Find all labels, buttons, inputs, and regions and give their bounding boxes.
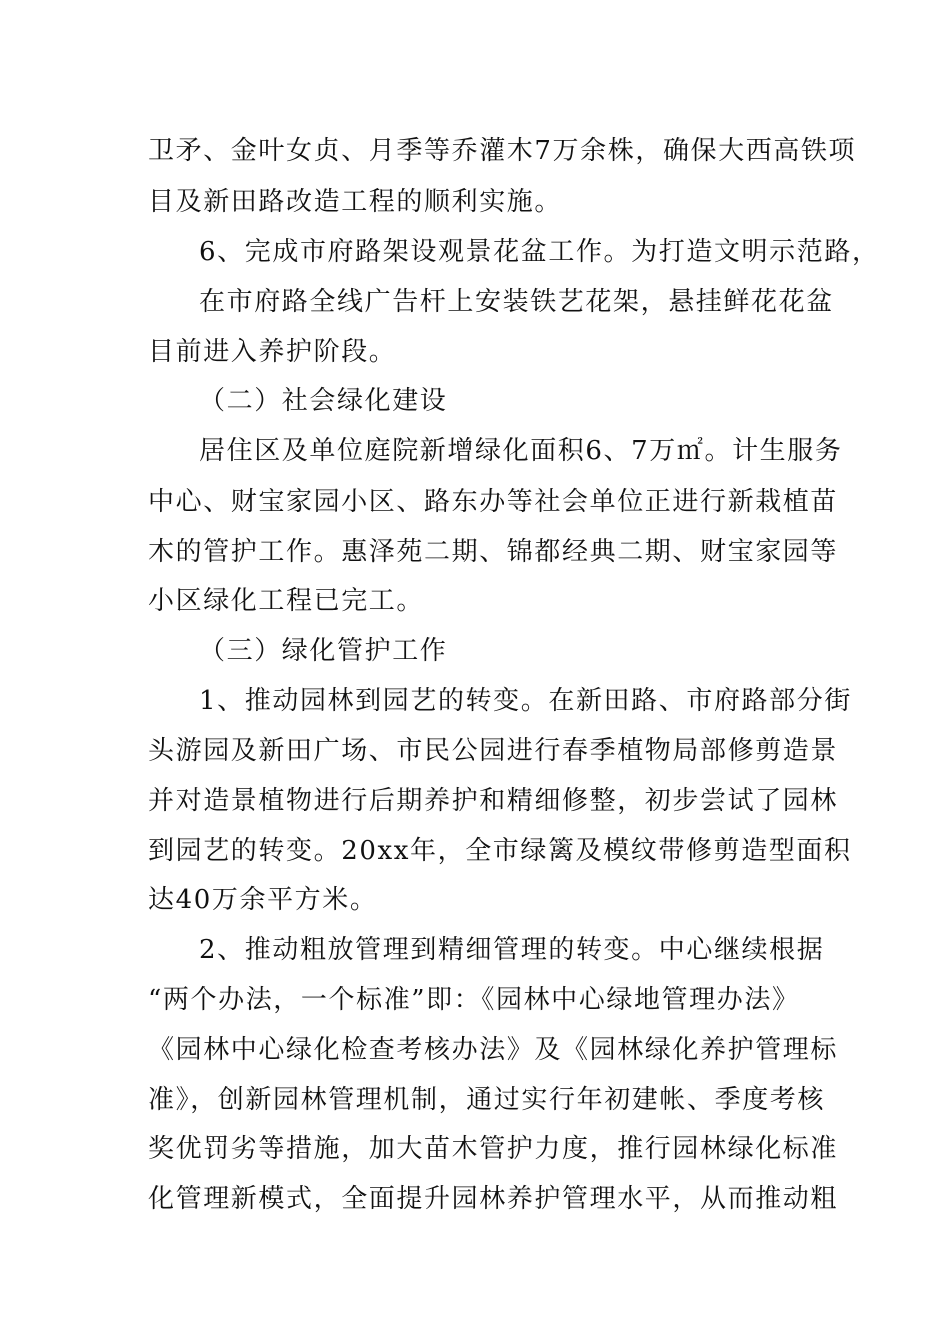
- text-line-19: 《园林中心绿化检查考核办法》及《园林绿化养护管理标: [148, 1035, 839, 1065]
- text-line-1: 卫矛、金叶女贞、月季等乔灌木7万余株，确保大西高铁项: [148, 136, 857, 166]
- text-line-5: 目前进入养护阶段。: [148, 337, 397, 367]
- text-line-20: 准》，创新园林管理机制，通过实行年初建帐、季度考核: [148, 1085, 826, 1115]
- text-line-14: 并对造景植物进行后期养护和精细修整，初步尝试了园林: [148, 786, 839, 816]
- text-line-22: 化管理新模式，全面提升园林养护管理水平，从而推动粗: [148, 1184, 839, 1214]
- text-line-13: 头游园及新田广场、市民公园进行春季植物局部修剪造景: [148, 736, 839, 766]
- text-line-15: 到园艺的转变。20xx年，全市绿篱及模纹带修剪造型面积: [148, 836, 852, 866]
- text-line-12: 1、推动园林到园艺的转变。在新田路、市府路部分街: [199, 686, 852, 716]
- text-line-21: 奖优罚劣等措施，加大苗木管护力度，推行园林绿化标准: [148, 1134, 839, 1164]
- text-line-8: 中心、财宝家园小区、路东办等社会单位正进行新栽植苗: [148, 487, 839, 517]
- text-line-16: 达40万余平方米。: [148, 885, 378, 915]
- text-line-10: 小区绿化工程已完工。: [148, 586, 425, 616]
- text-line-7: 居住区及单位庭院新增绿化面积6、7万㎡。计生服务: [199, 436, 843, 466]
- section-heading-3: （三）绿化管护工作: [199, 636, 448, 666]
- text-line-4: 在市府路全线广告杆上安装铁艺花架，悬挂鲜花花盆: [199, 287, 834, 317]
- text-line-18: “两个办法，一个标准”即：《园林中心绿地管理办法》: [148, 985, 800, 1015]
- section-heading-2: （二）社会绿化建设: [199, 386, 448, 416]
- text-line-9: 木的管护工作。惠泽苑二期、锦都经典二期、财宝家园等: [148, 537, 839, 567]
- text-line-3: 6、完成市府路架设观景花盆工作。为打造文明示范路，: [199, 237, 880, 267]
- text-line-2: 目及新田路改造工程的顺利实施。: [148, 187, 563, 217]
- text-line-17: 2、推动粗放管理到精细管理的转变。中心继续根据: [199, 935, 825, 965]
